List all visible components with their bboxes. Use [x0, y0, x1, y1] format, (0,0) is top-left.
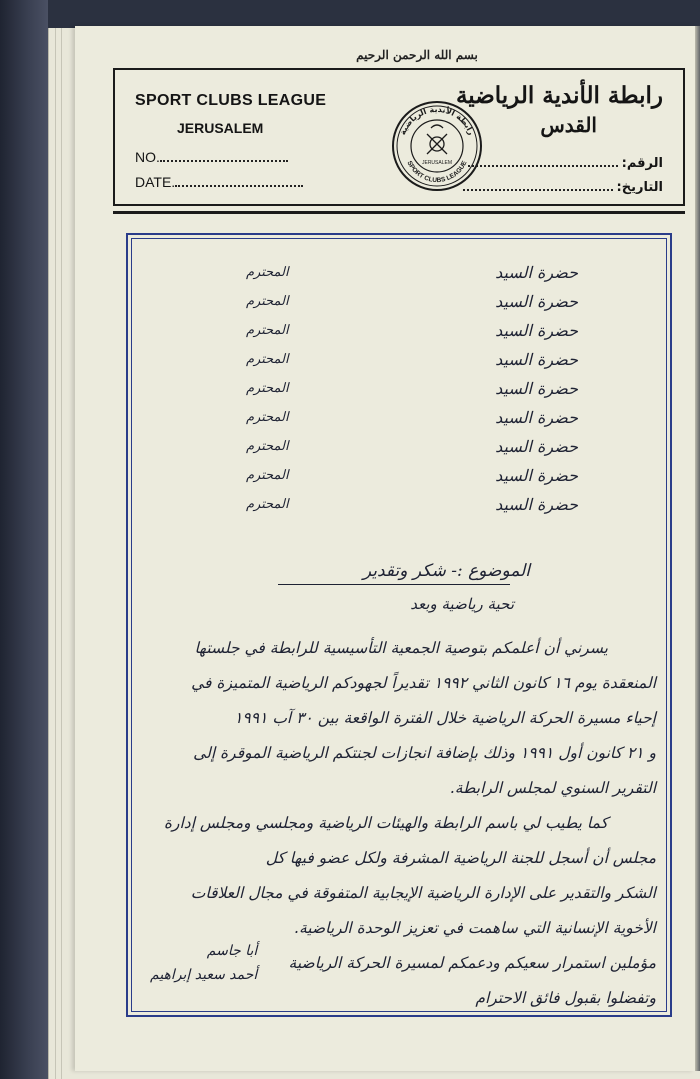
recipient-title: حضرة السيد [495, 379, 578, 398]
date-dots [175, 173, 303, 187]
body-line: و ٢١ كانون أول ١٩٩١ وذلك بإضافة انجازات لجنتكم الرياضية الموقرة إلى [193, 744, 656, 762]
seal-arabic-ring: رابطة الأندية الرياضية [398, 104, 476, 137]
org-name-english: SPORT CLUBS LEAGUE [135, 92, 327, 109]
signature-name: أحمد سعيد إبراهيم [150, 967, 258, 983]
recipient-honorific: المحترم [246, 381, 289, 396]
signature-mark: أبا جاسم [206, 943, 258, 959]
body-line: الشكر والتقدير على الإدارة الرياضية الإيجابية المتفوقة في مجال العلاقات [190, 884, 656, 902]
date-field [135, 173, 326, 190]
ref-number-dots [160, 148, 288, 162]
recipient-honorific: المحترم [246, 439, 289, 454]
recipient-row [128, 491, 670, 520]
recipient-row [128, 288, 670, 317]
recipient-title: حضرة السيد [495, 292, 578, 311]
ref-number-dots-arabic [468, 153, 618, 167]
body-line: وتفضلوا بقبول فائق الاحترام [475, 989, 656, 1007]
seal-english-ring: SPORT CLUBS LEAGUE [405, 159, 469, 185]
subject-line: الموضوع :- شكر وتقدير [362, 561, 530, 581]
recipient-title: حضرة السيد [495, 321, 578, 340]
ref-number-field [135, 148, 326, 165]
greeting: تحية رياضية وبعد [410, 595, 514, 613]
body-line: التقرير السنوي لمجلس الرابطة. [449, 779, 656, 797]
letterhead [113, 48, 685, 206]
body-line: مؤملين استمرار سعيكم ودعمكم لمسيرة الحركة الرياضية [288, 954, 656, 972]
recipient-title: حضرة السيد [495, 437, 578, 456]
signature-block [150, 939, 257, 987]
date-label-arabic: التاريخ: [616, 180, 663, 195]
recipient-list [128, 259, 670, 520]
recipient-row [128, 259, 670, 288]
subject-underline [278, 584, 510, 585]
recipient-row [128, 375, 670, 404]
seal-center-text: JERUSALEM [421, 160, 453, 166]
recipient-honorific: المحترم [246, 323, 289, 338]
city-english: JERUSALEM [177, 120, 264, 136]
recipient-row [128, 346, 670, 375]
body-line: مجلس أن أسجل للجنة الرياضية المشرفة ولكل عضو فيها كل [265, 849, 656, 867]
letterhead-arabic [456, 82, 663, 195]
letterhead-english [135, 92, 326, 190]
org-name-arabic: رابطة الأندية الرياضية [455, 82, 663, 109]
body-line: كما يطيب لي باسم الرابطة والهيئات الرياضية ومجلسي ومجلس إدارة [163, 814, 608, 832]
ref-number-label-arabic: الرقم: [621, 156, 663, 171]
recipient-title: حضرة السيد [495, 495, 578, 514]
recipient-honorific: المحترم [246, 468, 289, 483]
basmala: بسم الله الرحمن الرحيم [356, 48, 478, 62]
date-field-arabic [456, 177, 663, 195]
body-line: الأخوية الإنسانية التي ساهمت في تعزيز الوحدة الرياضية. [294, 919, 656, 937]
recipient-title: حضرة السيد [495, 263, 578, 282]
recipient-title: حضرة السيد [495, 466, 578, 485]
binder-edge [0, 0, 48, 1079]
body-line: المنعقدة يوم ١٦ كانون الثاني ١٩٩٢ تقديراً لجهودكم الرياضية المتميزة في [191, 674, 656, 692]
recipient-honorific: المحترم [246, 265, 289, 280]
recipient-honorific: المحترم [246, 352, 289, 367]
recipient-honorific: المحترم [246, 410, 289, 425]
ref-number-label: NO. [135, 149, 160, 165]
recipient-row [128, 462, 670, 491]
letter-sheet [75, 26, 695, 1071]
recipient-title: حضرة السيد [495, 408, 578, 427]
body-line: إحياء مسيرة الحركة الرياضية خلال الفترة الواقعة بين ٣٠ آب ١٩٩١ [234, 709, 656, 727]
body-line: يسرني أن أعلمكم بتوصية الجمعية التأسيسية للرابطة في جلستها [194, 639, 608, 657]
recipient-title: حضرة السيد [495, 350, 578, 369]
recipient-honorific: المحترم [246, 497, 289, 512]
date-dots-arabic [463, 177, 613, 191]
recipient-row [128, 317, 670, 346]
date-label: DATE. [135, 174, 176, 190]
ref-number-field-arabic [456, 153, 663, 171]
recipient-honorific: المحترم [246, 294, 289, 309]
recipient-row [128, 433, 670, 462]
recipient-row [128, 404, 670, 433]
letter-frame [126, 233, 672, 1017]
city-arabic: القدس [540, 113, 597, 137]
